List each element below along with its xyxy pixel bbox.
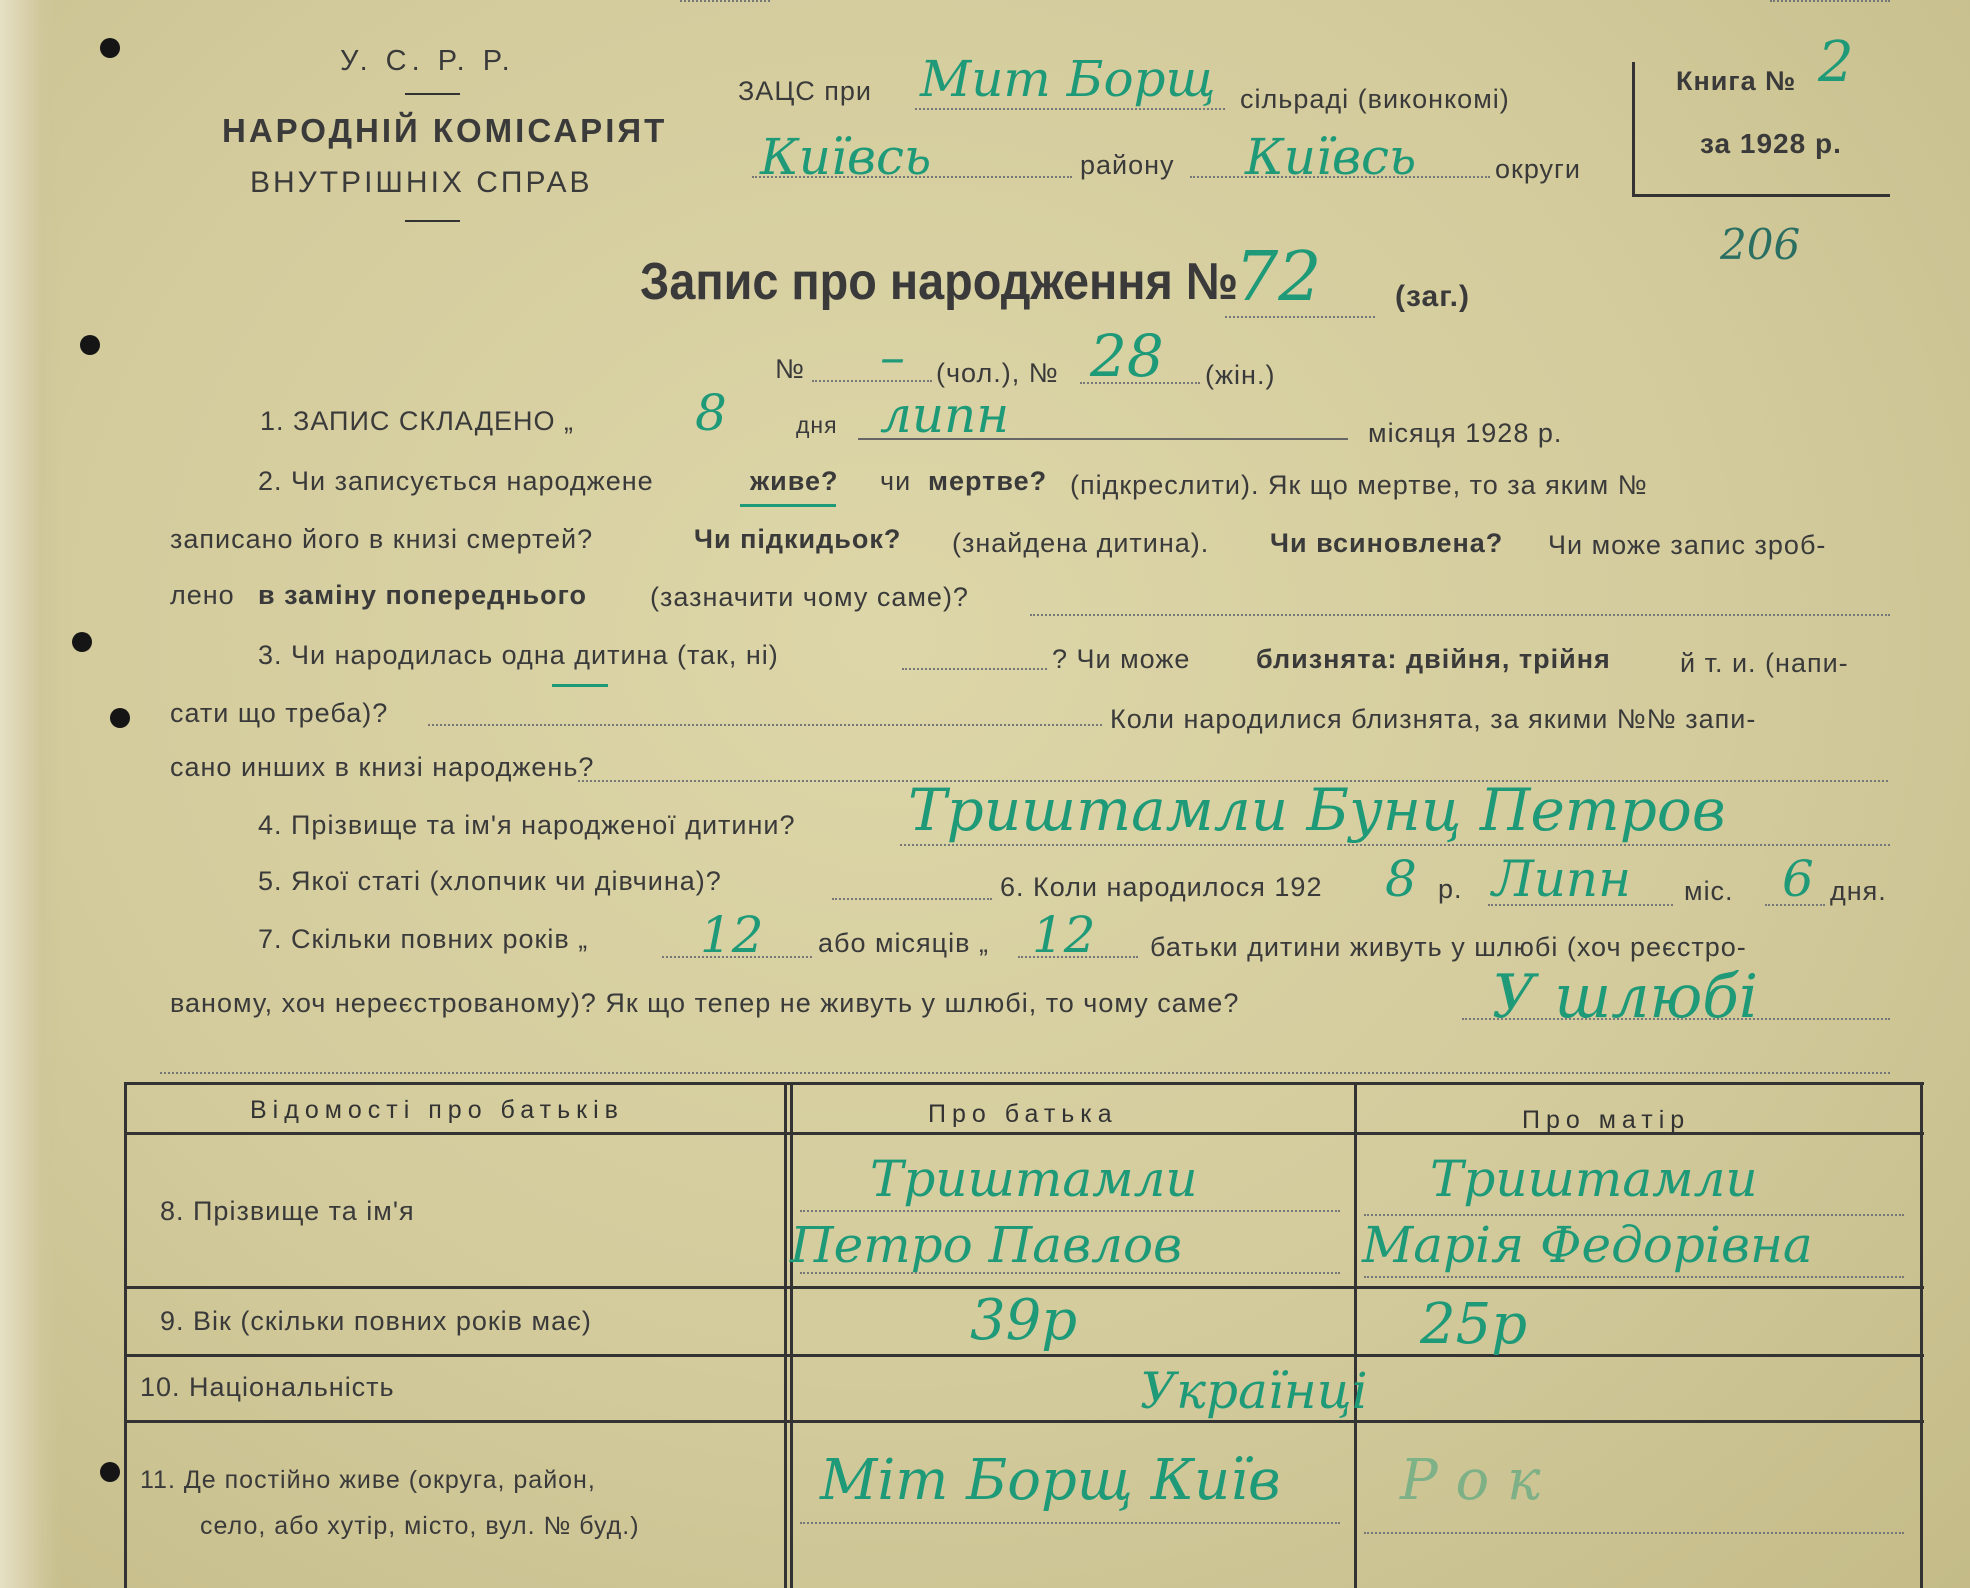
binding-hole — [100, 38, 120, 58]
binding-hole — [100, 1462, 120, 1482]
mother-residence-handwritten: Р о к — [1400, 1448, 1541, 1513]
alive-underline — [740, 504, 836, 507]
divider — [405, 220, 460, 222]
fill-line — [662, 956, 812, 958]
q3-line1-b: ? Чи може — [1052, 644, 1191, 674]
q2-line1-c: (підкреслити). Як що мертве, то за яким № — [1070, 470, 1648, 500]
q2-line1-b: чи — [880, 466, 912, 496]
fill-line — [902, 668, 1047, 670]
q3-line2-b: Коли народилися близнята, за якими №№ запи- — [1110, 704, 1757, 734]
father-surname-handwritten: Триштамли — [870, 1150, 1198, 1208]
q2-adopted: Чи всиновлена? — [1270, 528, 1504, 558]
q6-day-suffix: дня. — [1830, 876, 1887, 906]
one-child-underline — [552, 684, 608, 687]
female-number-suffix: (жін.) — [1205, 360, 1276, 390]
q3-line3: сано инших в книзі народжень? — [170, 752, 595, 782]
table-border — [124, 1082, 1924, 1085]
fill-line — [160, 1072, 1890, 1074]
q1-day-label: дня — [796, 412, 838, 438]
q7-line2: ваному, хоч нереєстрованому)? Як що тепер не живуть у шлюбі, то чому саме? — [170, 988, 1240, 1018]
record-suffix: (заг.) — [1395, 280, 1471, 313]
marriage-answer-handwritten: У шлюбі — [1492, 962, 1759, 1032]
q7-line1-b: або місяців „ — [818, 928, 989, 958]
q6-label: 6. Коли народилося 192 — [1000, 872, 1323, 902]
q4-label: 4. Прізвище та ім'я народженої дитини? — [258, 810, 796, 840]
binding-hole — [110, 708, 130, 728]
fill-line — [800, 1522, 1340, 1524]
marriage-months-handwritten: 12 — [1032, 906, 1096, 964]
book-box-border — [1632, 62, 1635, 194]
divider — [405, 93, 460, 95]
okrug-handwritten: Київсь — [1245, 128, 1417, 186]
fill-line — [900, 844, 1890, 846]
fill-line — [428, 724, 1102, 726]
fill-line — [800, 1272, 1340, 1274]
table-border — [1354, 1082, 1357, 1588]
q1-label: 1. ЗАПИС СКЛАДЕНО „ — [260, 406, 574, 436]
birth-day-handwritten: 6 — [1782, 850, 1814, 908]
mother-age-handwritten: 25р — [1420, 1292, 1528, 1357]
table-head-mother: Про матір — [1522, 1106, 1691, 1134]
zags-prefix: ЗАЦС при — [738, 76, 873, 106]
q3-twins: близнята: двійня, трійня — [1256, 644, 1611, 674]
q1-day-handwritten: 8 — [695, 384, 727, 442]
table-border — [124, 1082, 127, 1588]
q7-line1-a: 7. Скільки повних років „ — [258, 924, 589, 954]
binding-hole — [80, 335, 100, 355]
mother-surname-handwritten: Триштамли — [1430, 1150, 1758, 1208]
mother-name-handwritten: Марія Федорівна — [1362, 1216, 1813, 1274]
fill-line — [1488, 904, 1673, 906]
table-border — [790, 1082, 793, 1588]
birth-month-handwritten: Липн — [1492, 850, 1632, 908]
row-residence-label-2: село, або хутір, місто, вул. № буд.) — [200, 1512, 640, 1540]
q2-line2-b: (знайдена дитина). — [952, 528, 1210, 558]
fill-line — [1190, 176, 1490, 178]
father-residence-handwritten: Міт Борщ Київ — [820, 1448, 1281, 1513]
q1-suffix: місяця 1928 р. — [1368, 418, 1563, 448]
fill-line — [1364, 1532, 1904, 1534]
village-handwritten: Мит Борщ — [920, 50, 1216, 108]
q6-month-suffix: міс. — [1684, 876, 1734, 906]
book-number-handwritten: 2 — [1818, 30, 1854, 95]
binding-hole — [72, 632, 92, 652]
district-handwritten: Київсь — [760, 128, 932, 186]
birth-year-handwritten: 8 — [1385, 850, 1417, 908]
child-name-handwritten: Триштамли Бунц Петров — [908, 776, 1726, 844]
fill-line — [1080, 382, 1200, 384]
fill-line — [1765, 904, 1825, 906]
q2-line1-a: 2. Чи записується народжене — [258, 466, 654, 496]
okrug-label: округи — [1495, 154, 1581, 184]
q7-line1-c: батьки дитини живуть у шлюбі (хоч реєстро- — [1150, 932, 1747, 962]
fill-line — [1770, 0, 1890, 2]
council-suffix: сільраді (виконкомі) — [1240, 84, 1510, 114]
q2-replacement: в заміну попереднього — [258, 580, 588, 610]
fill-line — [1018, 956, 1138, 958]
table-border — [1920, 1082, 1923, 1588]
margin-number-handwritten: 206 — [1720, 220, 1801, 269]
q3-line1-c: й т. и. (напи- — [1680, 648, 1849, 678]
male-number-suffix: (чол.), № — [936, 358, 1059, 388]
table-border — [784, 1082, 787, 1588]
table-head-info: Відомості про батьків — [250, 1096, 624, 1124]
q3-line2-a: сати що треба)? — [170, 698, 389, 728]
fill-line — [752, 176, 1072, 178]
q2-alive-option: живе? — [750, 466, 839, 496]
father-name-handwritten: Петро Павлов — [790, 1216, 1183, 1274]
row-nationality-label: 10. Національність — [140, 1372, 395, 1402]
fill-line — [1364, 1276, 1904, 1278]
row-name-label: 8. Прізвище та ім'я — [160, 1196, 415, 1226]
q2-line3-b: (зазначити чому саме)? — [650, 582, 969, 612]
fill-line — [800, 1210, 1340, 1212]
torn-paper-edge — [0, 0, 60, 1588]
father-age-handwritten: 39р — [970, 1288, 1078, 1353]
q5-label: 5. Якої статі (хлопчик чи дівчина)? — [258, 866, 722, 896]
q3-line1-a: 3. Чи народилась одна дитина (так, ні) — [258, 640, 779, 670]
book-year-label: за 1928 р. — [1700, 128, 1842, 159]
fill-line — [1462, 1018, 1890, 1020]
book-label: Книга № — [1676, 66, 1797, 96]
book-box-border — [1632, 194, 1890, 197]
fill-line — [832, 898, 992, 900]
district-label: району — [1080, 150, 1175, 180]
fill-line — [858, 438, 1348, 440]
male-number-handwritten: – — [880, 328, 905, 386]
commissariat-title: НАРОДНІЙ КОМІСАРІЯТ — [222, 112, 668, 149]
table-border — [124, 1354, 1924, 1357]
row-age-label: 9. Вік (скільки повних років має) — [160, 1306, 592, 1336]
q2-line2-a: записано його в книзі смертей? — [170, 524, 594, 554]
fill-line — [1030, 614, 1890, 616]
record-number-handwritten: 72 — [1235, 238, 1322, 317]
fill-line — [915, 108, 1225, 110]
row-residence-label-1: 11. Де постійно живе (округа, район, — [140, 1466, 596, 1494]
table-border — [124, 1420, 1924, 1423]
fill-line — [680, 0, 770, 2]
marriage-years-handwritten: 12 — [700, 906, 764, 964]
q1-month-handwritten: липн — [880, 386, 1010, 444]
republic-label: У. С. Р. Р. — [340, 45, 515, 77]
record-title: Запис про народження № — [640, 253, 1239, 311]
female-number-handwritten: 28 — [1090, 322, 1164, 390]
male-number-label: № — [775, 354, 805, 384]
q2-line3-a: лено — [170, 580, 235, 610]
q6-year-suffix: р. — [1438, 874, 1463, 904]
q2-dead-option: мертве? — [928, 466, 1048, 496]
q2-foundling: Чи підкидьок? — [694, 524, 902, 554]
q2-line2-c: Чи може запис зроб- — [1548, 530, 1827, 560]
nationality-handwritten: Укрaїнці — [1140, 1362, 1368, 1420]
table-head-father: Про батька — [928, 1100, 1118, 1128]
fill-line — [1225, 316, 1375, 318]
fill-line — [812, 380, 932, 382]
commissariat-subtitle: ВНУТРІШНІХ СПРАВ — [250, 166, 593, 199]
